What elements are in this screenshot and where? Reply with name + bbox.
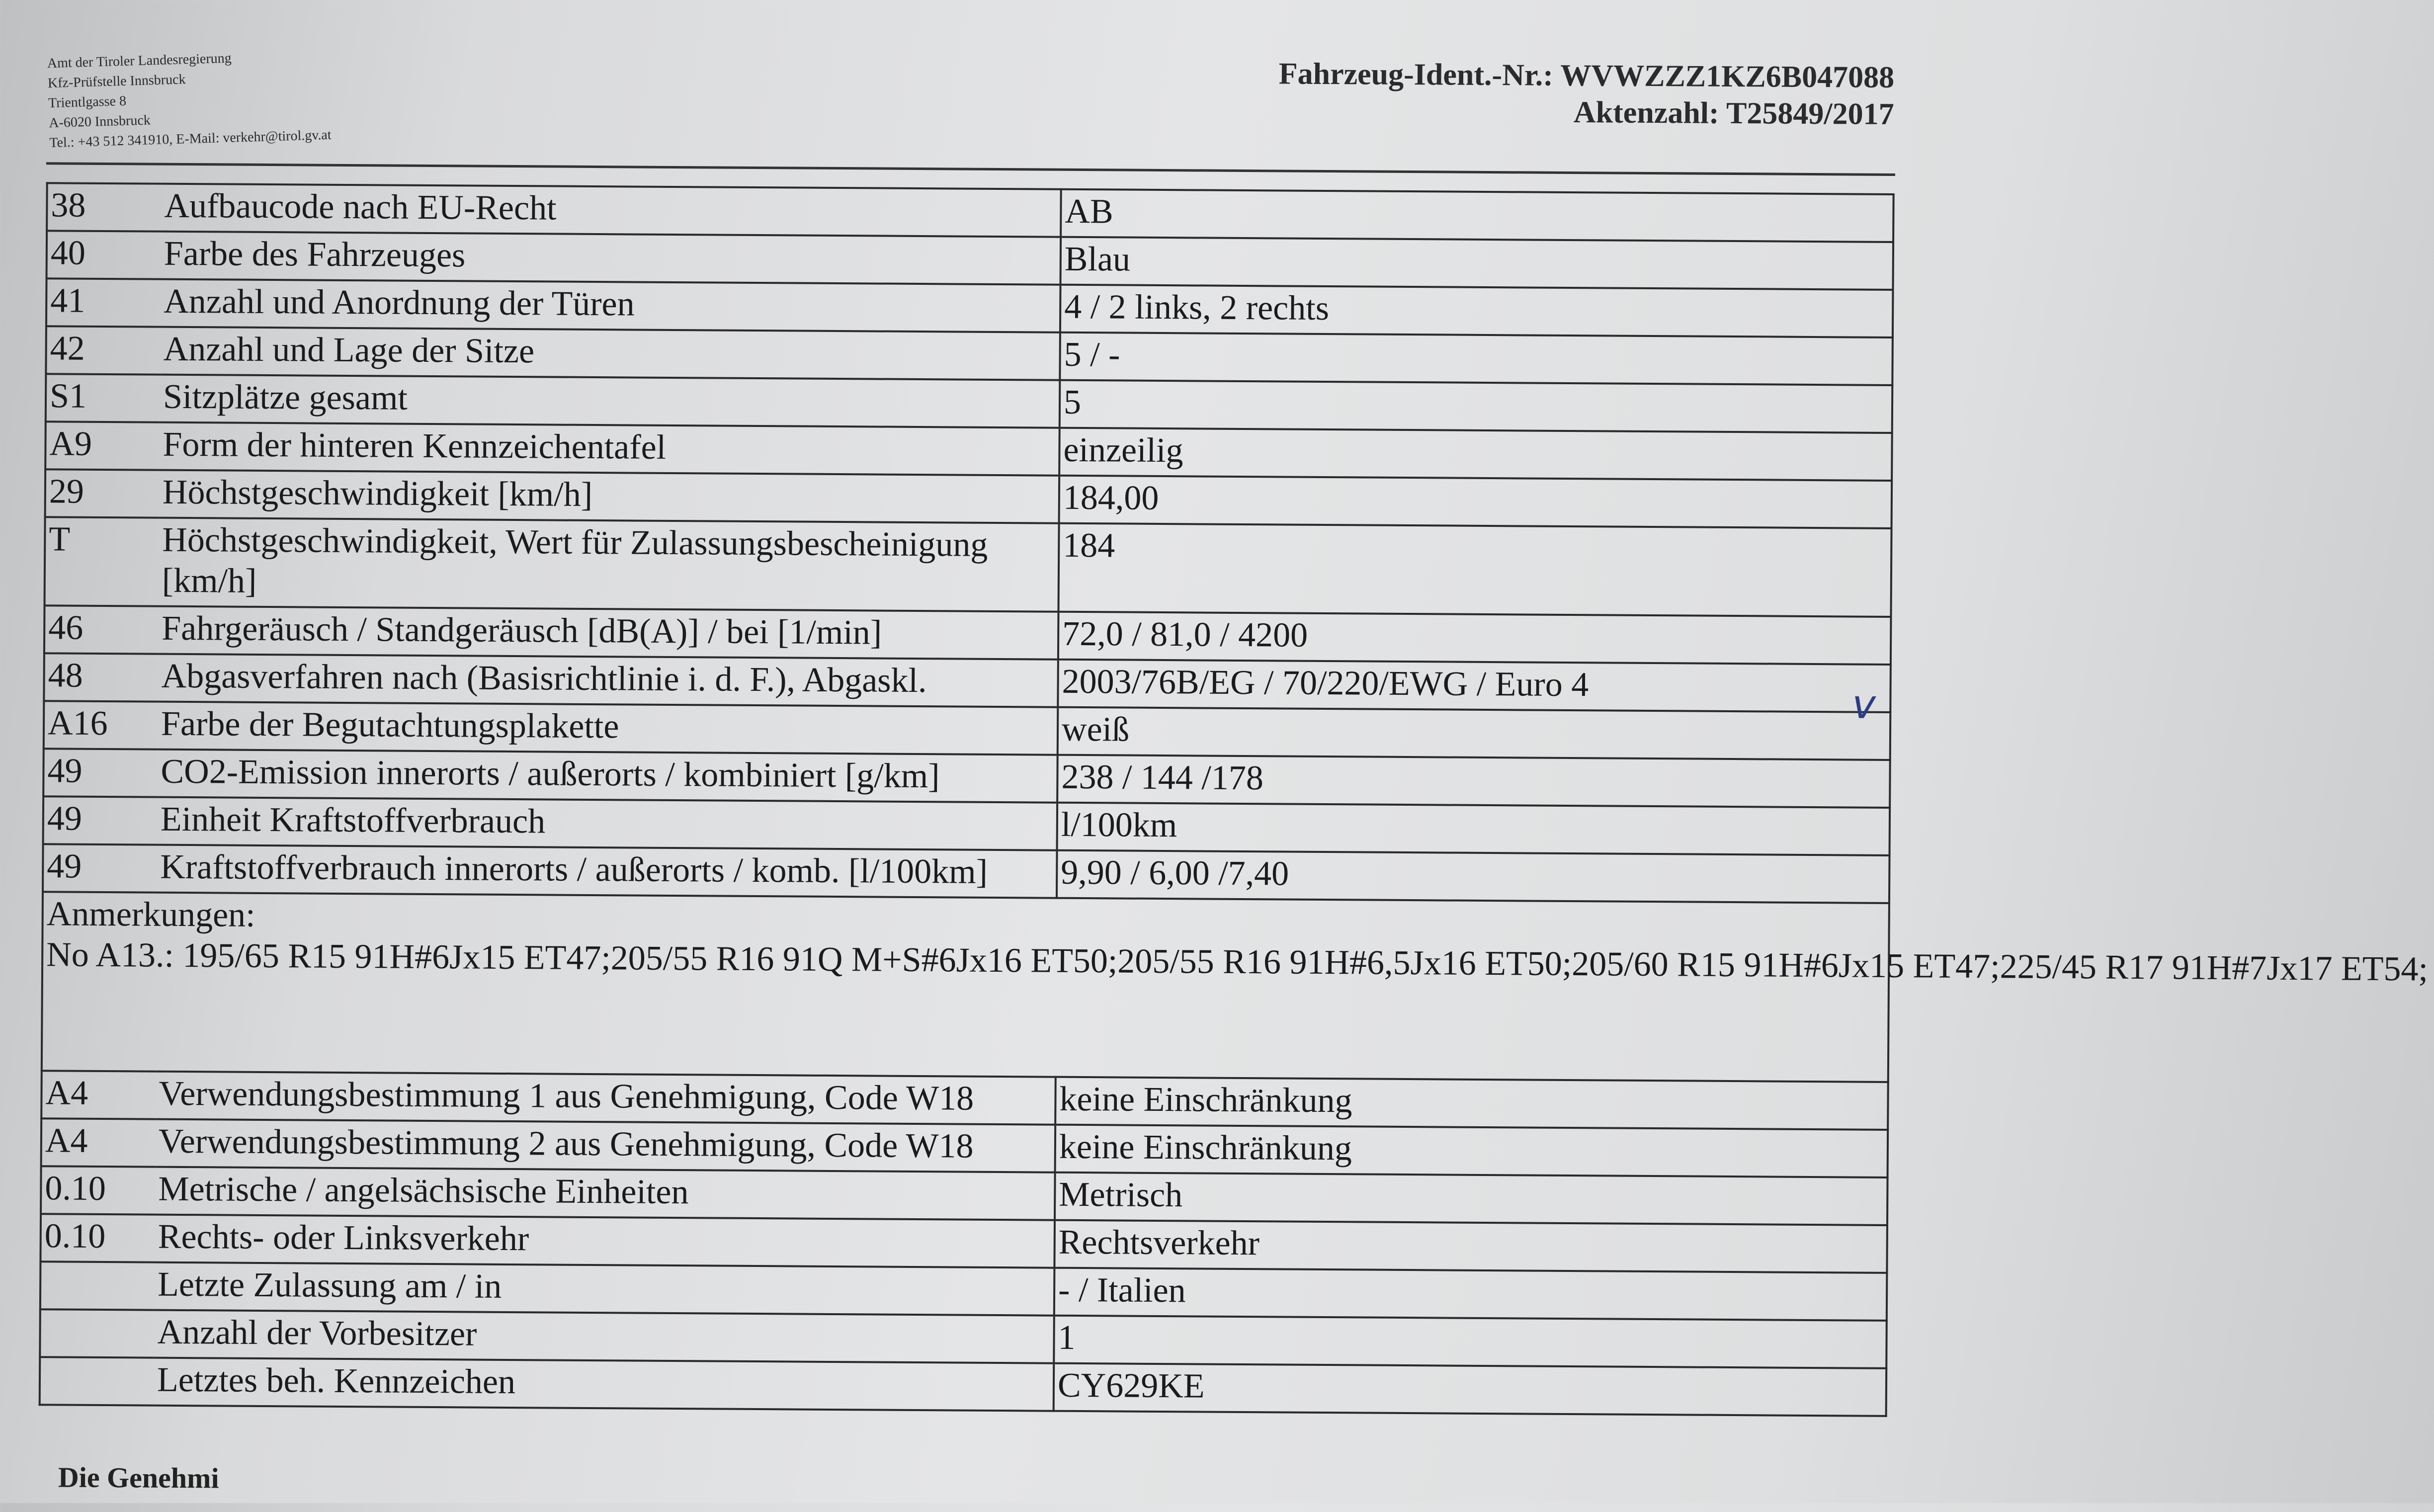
row-code: 49: [43, 844, 158, 892]
row-label: Einheit Kraftstoffverbrauch: [158, 797, 1058, 850]
row-code: [40, 1261, 155, 1310]
row-value: keine Einschränkung: [1055, 1077, 1888, 1130]
row-label: Rechts- oder Linksverkehr: [155, 1215, 1055, 1268]
row-code: A4: [41, 1071, 156, 1119]
row-label: Aufbaucode nach EU-Recht: [161, 184, 1061, 237]
sender-line: Kfz-Prüfstelle Innsbruck: [47, 72, 186, 91]
sender-address: [47, 46, 332, 153]
row-code: 0.10: [41, 1166, 156, 1214]
row-value: weiß: [1058, 707, 1891, 760]
file-number-line: Aktenzahl: T25849/2017: [1573, 95, 1894, 131]
sender-line: Tel.: +43 512 341910, E-Mail: verkehr@tirol.gv.at: [49, 127, 332, 151]
row-code: 29: [45, 469, 160, 517]
vin-line: Fahrzeug-Ident.-Nr.: WVWZZZ1KZ6B047088: [1278, 57, 1895, 94]
row-code: 46: [44, 605, 159, 654]
row-code: [40, 1309, 155, 1357]
row-code: T: [45, 517, 160, 606]
row-label: Höchstgeschwindigkeit, Wert für Zulassungsbescheinigung [km/h]: [159, 518, 1059, 612]
notes-title: Anmerkungen:: [46, 895, 255, 934]
row-value: l/100km: [1057, 803, 1890, 855]
footer-text-fragment: Die Genehmi: [58, 1461, 219, 1495]
table-row: [45, 517, 1892, 617]
row-value: keine Einschränkung: [1055, 1125, 1888, 1177]
row-value: 5 / -: [1060, 333, 1893, 385]
vehicle-data-table: [39, 182, 2429, 1417]
row-value: 184,00: [1059, 476, 1892, 528]
row-code: [40, 1357, 155, 1405]
row-label: Höchstgeschwindigkeit [km/h]: [160, 470, 1060, 523]
row-label: Verwendungsbestimmung 2 aus Genehmigung, Code W18: [156, 1119, 1056, 1173]
row-value: 5: [1060, 380, 1893, 433]
row-code: A4: [41, 1118, 156, 1167]
row-value: 4 / 2 links, 2 rechts: [1060, 285, 1893, 337]
row-code: 49: [43, 749, 158, 797]
row-code: S1: [46, 374, 161, 422]
row-code: 40: [47, 231, 162, 279]
row-value: 72,0 / 81,0 / 4200: [1058, 612, 1891, 665]
row-value: 238 / 144 /178: [1057, 755, 1890, 808]
row-code: 49: [43, 796, 158, 844]
row-code: 0.10: [40, 1214, 155, 1262]
row-label: Kraftstoffverbrauch innerorts / außerorts / komb. [l/100km]: [157, 845, 1057, 898]
row-label: Anzahl und Lage der Sitze: [160, 327, 1060, 380]
header-divider: [46, 162, 1895, 176]
row-value: einzeilig: [1059, 428, 1892, 481]
row-label: Anzahl und Anordnung der Türen: [161, 279, 1061, 333]
row-label: Letzte Zulassung am / in: [155, 1262, 1055, 1316]
row-code: A16: [44, 701, 159, 749]
sender-line: Trientlgasse 8: [48, 93, 127, 111]
sender-line: A-6020 Innsbruck: [48, 112, 151, 131]
row-label: Farbe des Fahrzeuges: [161, 232, 1061, 285]
row-label: Fahrgeräusch / Standgeräusch [dB(A)] / bei [1/min]: [159, 606, 1059, 660]
row-value: CY629KE: [1054, 1363, 1887, 1416]
row-label: Abgasverfahren nach (Basisrichtlinie i. d. F.), Abgaskl.: [158, 654, 1058, 707]
row-value: Metrisch: [1055, 1173, 1888, 1225]
row-code: 48: [44, 653, 159, 701]
row-value: 1: [1054, 1316, 1887, 1368]
row-code: A9: [45, 421, 160, 470]
row-label: Metrische / angelsächsische Einheiten: [155, 1167, 1055, 1220]
notes-row: [42, 892, 1889, 1082]
row-label: Farbe der Begutachtungsplakette: [158, 702, 1058, 755]
vehicle-identification: [1278, 55, 1894, 133]
row-value: 9,90 / 6,00 /7,40: [1057, 850, 1890, 903]
row-label: Anzahl der Vorbesitzer: [154, 1310, 1054, 1363]
sender-line: Amt der Tiroler Landesregierung: [47, 50, 232, 72]
row-code: 38: [47, 183, 162, 231]
row-value: 184: [1058, 523, 1891, 617]
row-label: Form der hinteren Kennzeichentafel: [160, 422, 1060, 476]
row-label: Sitzplätze gesamt: [160, 375, 1060, 428]
row-code: 41: [46, 278, 161, 327]
row-value: 2003/76B/EG / 70/220/EWG / Euro 4: [1058, 660, 1891, 712]
row-label: Verwendungsbestimmung 1 aus Genehmigung, Code W18: [156, 1072, 1056, 1125]
row-label: CO2-Emission innerorts / außerorts / kombiniert [g/km]: [158, 750, 1058, 803]
notes-cell: [42, 892, 2429, 1082]
row-label: Letztes beh. Kennzeichen: [154, 1358, 1054, 1411]
row-value: Rechtsverkehr: [1054, 1220, 1887, 1273]
row-code: 42: [46, 326, 161, 374]
notes-text: No A13.: 195/65 R15 91H#6Jx15 ET47;205/55 R16 91Q M+S#6Jx16 ET50;205/55 R16 91H#6,5Jx16 ET50;205/60 R15 91H#6Jx15 ET47;225/45 R17 91H#7Jx17 ET54;: [46, 935, 2429, 989]
row-value: - / Italien: [1054, 1268, 1887, 1321]
row-value: Blau: [1061, 237, 1894, 290]
handwritten-check-mark: v: [1852, 681, 1876, 728]
row-value: AB: [1061, 189, 1894, 242]
